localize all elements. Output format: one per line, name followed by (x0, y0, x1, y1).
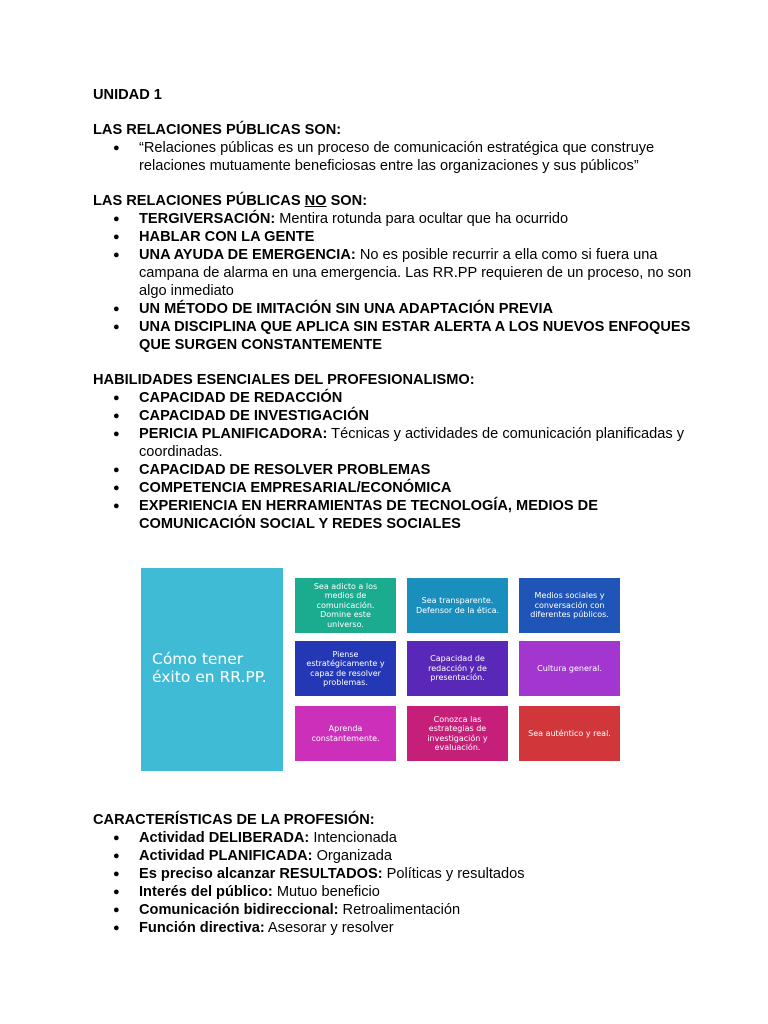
list-item-bold: EXPERIENCIA EN HERRAMIENTAS DE TECNOLOGÍA, MEDIOS DE COMUNICACIÓN SOCIAL Y REDES SOCIALES (139, 498, 598, 532)
list-item (93, 407, 693, 425)
list-item-text: Intencionada (309, 830, 397, 846)
section4-heading: CARACTERÍSTICAS DE LA PROFESIÓN: (93, 812, 375, 828)
diagram-main-line2: éxito en RR.PP. (152, 668, 267, 686)
list-item-bold: PERICIA PLANIFICADORA: (139, 426, 328, 442)
list-item (93, 497, 693, 533)
diagram-tile (519, 578, 620, 633)
unit-title: UNIDAD 1 (93, 87, 162, 103)
list-item-text: Retroalimentación (338, 902, 461, 918)
diagram-tile-text: Medios sociales y conversación con diferentes públicos. (530, 591, 609, 620)
section3-list (93, 389, 693, 533)
list-item-bold: Actividad DELIBERADA: (139, 830, 310, 846)
list-item (93, 919, 693, 937)
list-item (93, 139, 693, 175)
diagram-tile (295, 578, 396, 633)
list-item-bold: CAPACIDAD DE INVESTIGACIÓN (139, 408, 370, 424)
diagram-tile-text: Aprenda constantemente. (311, 724, 380, 743)
diagram-main-tile (141, 568, 283, 771)
diagram-tile-text: Sea auténtico y real. (528, 728, 611, 738)
section2-heading-underlined: NO (304, 193, 327, 209)
section1-list (93, 139, 693, 175)
diagram-tile (407, 641, 508, 696)
list-item-bold: CAPACIDAD DE RESOLVER PROBLEMAS (139, 462, 431, 478)
diagram-tile-text: Cultura general. (537, 663, 602, 673)
section2-heading-after: SON: (326, 193, 368, 209)
list-item (93, 246, 693, 300)
list-item (93, 228, 693, 246)
list-item-bold: HABLAR CON LA GENTE (139, 229, 315, 245)
list-item-bold: Es preciso alcanzar RESULTADOS: (139, 866, 383, 882)
diagram-tile-text: Piense estratégicamente y capaz de resolver problemas. (306, 649, 385, 687)
diagram-tile-text: Sea transparente. Defensor de la ética. (415, 596, 500, 615)
list-item (93, 300, 693, 318)
document-page (93, 86, 693, 533)
list-item-bold: UNA AYUDA DE EMERGENCIA: (139, 247, 356, 263)
list-item (93, 210, 693, 228)
list-item (93, 883, 693, 901)
diagram-tile-text: Sea adicto a los medios de comunicación. Domine este universo. (313, 581, 378, 629)
diagram-tile (407, 578, 508, 633)
diagram-tile (295, 641, 396, 696)
list-item (93, 318, 693, 354)
diagram-tile-text: Capacidad de redacción y de presentación. (428, 654, 487, 683)
list-item (93, 479, 693, 497)
list-item (93, 847, 693, 865)
success-diagram (141, 568, 621, 771)
section2-heading (93, 192, 693, 210)
list-item-text: Asesorar y resolver (264, 920, 394, 936)
list-item-bold: Interés del público: (139, 884, 273, 900)
list-item (93, 461, 693, 479)
diagram-tile (295, 706, 396, 761)
list-item-bold: UN MÉTODO DE IMITACIÓN SIN UNA ADAPTACIÓN PREVIA (139, 301, 554, 317)
list-item-bold: CAPACIDAD DE REDACCIÓN (139, 390, 343, 406)
diagram-tile (519, 706, 620, 761)
document-page-bottom (93, 811, 693, 937)
list-item-bold: UNA DISCIPLINA QUE APLICA SIN ESTAR ALERTA A LOS NUEVOS ENFOQUES QUE SURGEN CONSTANTEMENTE (139, 319, 691, 353)
list-item (93, 425, 693, 461)
section4-list (93, 829, 693, 937)
list-item-bold: Comunicación bidireccional: (139, 902, 339, 918)
list-item-text: Organizada (312, 848, 393, 864)
list-item (93, 389, 693, 407)
list-item-text: No es posible recurrir a ella como si fuera una campana de alarma en una emergencia. Las RR.PP requieren de un proceso, no son algo inmediato (139, 247, 692, 299)
section2-heading-before: LAS RELACIONES PÚBLICAS (93, 193, 305, 209)
list-item-bold: TERGIVERSACIÓN: (139, 211, 276, 227)
diagram-main-line1: Cómo tener (152, 650, 244, 668)
list-item-bold: Actividad PLANIFICADA: (139, 848, 313, 864)
list-item (93, 829, 693, 847)
list-item-bold: COMPETENCIA EMPRESARIAL/ECONÓMICA (139, 480, 452, 496)
diagram-tile-text: Conozca las estrategias de investigación y evaluación. (427, 714, 488, 752)
diagram-tile (407, 706, 508, 761)
list-item-text: Políticas y resultados (382, 866, 525, 882)
list-item-text: Mentira rotunda para ocultar que ha ocurrido (275, 211, 569, 227)
section3-heading: HABILIDADES ESENCIALES DEL PROFESIONALISMO: (93, 372, 475, 388)
section1-heading: LAS RELACIONES PÚBLICAS SON: (93, 122, 342, 138)
list-item (93, 901, 693, 919)
diagram-tile (519, 641, 620, 696)
list-item-text: “Relaciones públicas es un proceso de comunicación estratégica que construye relaciones mutuamente beneficiosas entre las organizaciones y sus públicos” (139, 140, 655, 174)
list-item-bold: Función directiva: (139, 920, 265, 936)
section2-list (93, 210, 693, 354)
list-item (93, 865, 693, 883)
list-item-text: Mutuo beneficio (272, 884, 380, 900)
list-item-text: Técnicas y actividades de comunicación planificadas y coordinadas. (139, 426, 685, 460)
